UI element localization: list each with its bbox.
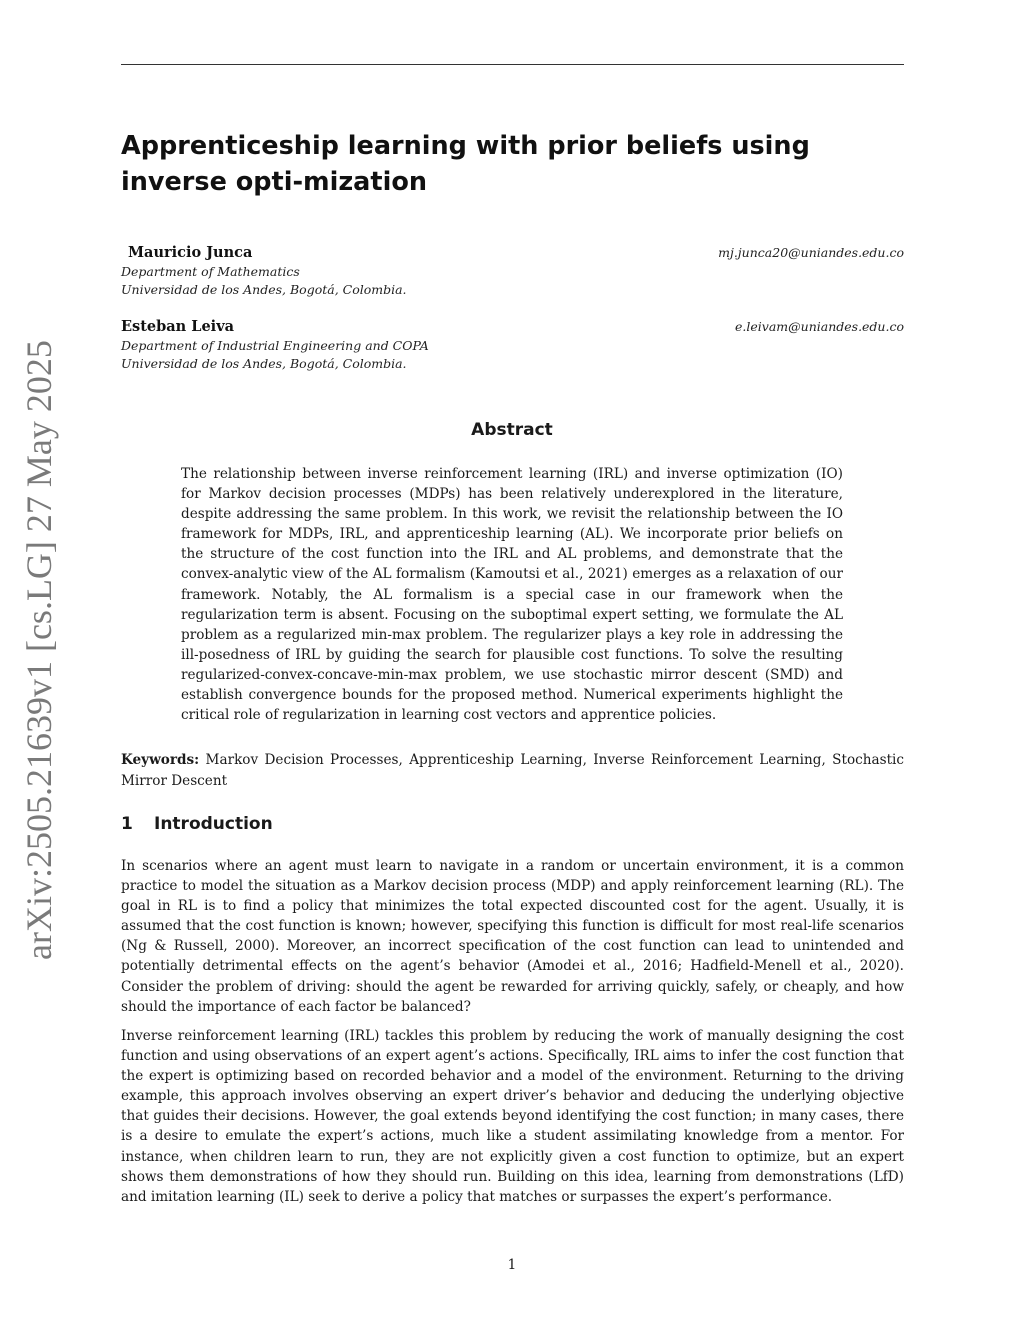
keywords [121,750,904,791]
section-heading [121,814,273,834]
section-number: 1 [121,814,133,834]
author-dept-2: Department of Industrial Engineering and COPA [121,338,429,353]
author-email-1[interactable]: mj.junca20@uniandes.edu.co [718,245,904,260]
paper-title: Apprenticeship learning with prior beliefs using inverse opti-mization [121,131,810,197]
arxiv-identifier[interactable]: arXiv:2505.21639v1 [cs.LG] 27 May 2025 [19,340,59,960]
abstract-text: The relationship between inverse reinforcement learning (IRL) and inverse optimization (IO) for Markov decision processes (MDPs) has been relatively underexplored in the literature, despite addressing the same problem. In this work, we revisit the relationship between the IO framework for MDPs, IRL, and apprenticeship learning (AL). We incorporate prior beliefs on the structure of the cost function into the IRL and AL problems, and demonstrate that the convex-analytic view of the AL formalism (Kamoutsi et al., 2021) emerges as a relaxation of our framework. Notably, the AL formalism is a special case in our framework when the regularization term is absent. Focusing on the suboptimal expert setting, we formulate the AL problem as a regularized min-max problem. The regularizer plays a key role in addressing the ill-posedness of IRL by guiding the search for plausible cost functions. To solve the resulting regularized-convex-concave-min-max problem, we use stochastic mirror descent (SMD) and establish convergence bounds for the proposed method. Numerical experiments highlight the critical role of regularization in learning cost vectors and apprentice policies. [181,466,843,724]
abstract-heading: Abstract [471,420,553,440]
author-name-1: Mauricio Junca [128,244,253,261]
header-rule [121,64,904,65]
keywords-label: Keywords: [121,752,200,768]
page-number: 1 [507,1257,517,1273]
author-dept-1: Department of Mathematics [121,264,300,279]
intro-paragraph-1: In scenarios where an agent must learn to navigate in a random or uncertain environment, it is a common practice to model the situation as a Markov decision process (MDP) and apply reinforcement learning (RL). The goal in RL is to find a policy that minimizes the total expected discounted cost for the agent. Usually, it is assumed that the cost function is known; however, specifying this function is difficult for most real-life scenarios (Ng & Russell, 2000). Moreover, an incorrect specification of the cost function can lead to unintended and potentially detrimental effects on the agent’s behavior (Amodei et al., 2016; Hadfield-Menell et al., 2020). Consider the problem of driving: should the agent be rewarded for arriving quickly, safely, or cheaply, and how should the importance of each factor be balanced? [121,858,904,1015]
intro-paragraph-2: Inverse reinforcement learning (IRL) tackles this problem by reducing the work of manually designing the cost function and using observations of an expert agent’s actions. Specifically, IRL aims to infer the cost function that the expert is optimizing based on recorded behavior and a model of the environment. Returning to the driving example, this approach involves observing an expert driver’s behavior and deducing the underlying objective that guides their decisions. However, the goal extends beyond identifying the cost function; in many cases, there is a desire to emulate the expert’s actions, much like a student assimilating knowledge from a mentor. For instance, when children learn to run, they are not explicitly given a cost function to optimize, but an expert shows them demonstrations of how they should run. Building on this idea, learning from demonstrations (LfD) and imitation learning (IL) seek to derive a policy that matches or surpasses the expert’s performance. [121,1028,904,1205]
section-title: Introduction [154,814,273,834]
author-name-2: Esteban Leiva [121,318,235,335]
author-univ-1: Universidad de los Andes, Bogotá, Colombia. [121,282,407,297]
author-email-2[interactable]: e.leivam@uniandes.edu.co [735,319,904,334]
author-univ-2: Universidad de los Andes, Bogotá, Colombia. [121,356,407,371]
keywords-text: Markov Decision Processes, Apprenticeship Learning, Inverse Reinforcement Learning, Stochastic Mirror Descent [121,752,905,789]
